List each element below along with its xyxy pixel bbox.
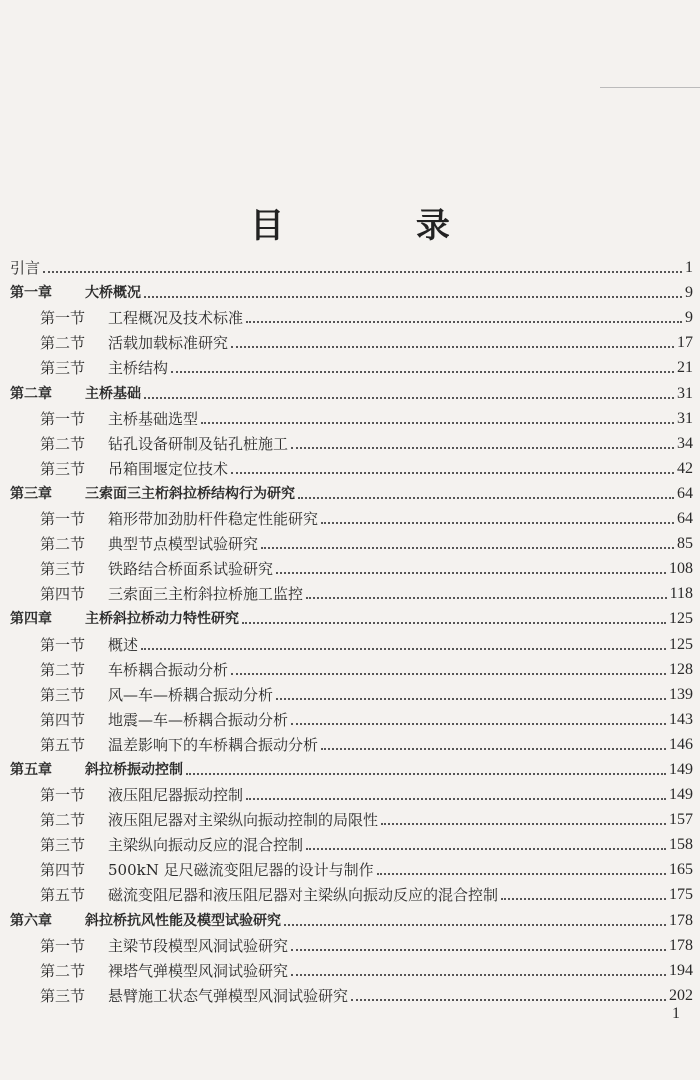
entry-label: 液压阻尼器振动控制: [108, 786, 244, 805]
entry-label: 液压阻尼器对主梁纵向振动控制的局限性: [108, 811, 379, 830]
entry-title: [10, 760, 183, 780]
entry-label: 工程概况及技术标准: [108, 309, 244, 328]
entry-number: 第一节: [40, 510, 86, 529]
entry-page: 21: [677, 359, 693, 377]
dot-leader: [291, 974, 666, 976]
entry-number: 第一节: [40, 786, 86, 805]
dot-leader: [501, 898, 666, 900]
entry-number: 第四节: [40, 710, 86, 729]
entry-page: 1: [685, 259, 693, 277]
dot-leader: [186, 773, 666, 775]
entry-title: [40, 409, 198, 429]
dot-leader: [144, 397, 674, 399]
entry-page: 158: [669, 836, 693, 854]
entry-label: 磁流变阻尼器和液压阻尼器对主梁纵向振动反应的混合控制: [108, 886, 499, 905]
entry-title: [40, 785, 243, 805]
entry-title: [10, 258, 40, 278]
entry-label: 箱形带加劲肋杆件稳定性能研究: [108, 510, 319, 529]
entry-label: 主桥基础: [85, 385, 141, 402]
entry-title: [40, 660, 228, 680]
entry-number: 第二节: [40, 811, 86, 830]
entry-title: [40, 434, 288, 454]
toc-entry-chapter: [10, 378, 693, 403]
toc-entry-chapter: [10, 905, 693, 930]
toc-entry-section: [10, 830, 693, 855]
toc-entry-section: [10, 629, 693, 654]
entry-page: 85: [677, 535, 693, 553]
entry-title: [40, 885, 498, 905]
dot-leader: [381, 823, 666, 825]
entry-label: 活载加载标准研究: [108, 334, 229, 353]
entry-number: 第三节: [40, 459, 86, 478]
dot-leader: [276, 572, 666, 574]
toc-entry-section: [10, 655, 693, 680]
entry-page: 178: [669, 911, 693, 929]
entry-label: 典型节点模型试验研究: [108, 535, 259, 554]
entry-label: 风—车—桥耦合振动分析: [108, 685, 274, 704]
entry-label: 大桥概况: [85, 285, 141, 302]
entry-number: 第一节: [40, 635, 86, 654]
dot-leader: [261, 547, 674, 549]
entry-label: 主桥结构: [108, 359, 169, 378]
entry-page: 125: [669, 610, 693, 628]
entry-page: 9: [685, 284, 693, 302]
entry-title: [40, 534, 258, 554]
entry-number: 第六章: [10, 912, 52, 929]
dot-leader: [242, 622, 666, 624]
dot-leader: [231, 346, 674, 348]
entry-number: 第二节: [40, 660, 86, 679]
page-edge-line: [600, 87, 700, 88]
entry-page: 139: [669, 685, 693, 703]
entry-page: 202: [669, 986, 693, 1004]
dot-leader: [306, 597, 667, 599]
page-number: 1: [672, 1005, 680, 1022]
dot-leader: [298, 497, 674, 499]
dot-leader: [231, 673, 666, 675]
toc-entry-section: [10, 931, 693, 956]
entry-title: [10, 484, 295, 504]
entry-page: 64: [677, 510, 693, 528]
entry-title: [40, 333, 228, 353]
entry-label: 概述: [108, 635, 139, 654]
dot-leader: [171, 371, 674, 373]
dot-leader: [291, 447, 674, 449]
entry-title: [40, 810, 378, 830]
toc-entry-section: [10, 353, 693, 378]
entry-title: [40, 860, 374, 880]
entry-title: [40, 459, 228, 479]
entry-page: 118: [669, 585, 693, 603]
toc-entry-section: [10, 504, 693, 529]
entry-label: 主桥基础选型: [108, 409, 199, 428]
dot-leader: [201, 422, 674, 424]
entry-page: 125: [669, 635, 693, 653]
toc-entry-section: [10, 554, 693, 579]
dot-leader: [144, 296, 682, 298]
entry-title: [10, 609, 239, 629]
entry-number: 第一节: [40, 409, 86, 428]
toc-entry-section: [10, 730, 693, 755]
entry-title: [40, 584, 303, 604]
toc-entry-section: [10, 805, 693, 830]
dot-leader: [284, 924, 666, 926]
entry-label: 500kN 足尺磁流变阻尼器的设计与制作: [108, 861, 374, 880]
entry-page: 9: [685, 309, 693, 327]
entry-page: 194: [669, 961, 693, 979]
entry-page: 149: [669, 760, 693, 778]
entry-label: 斜拉桥抗风性能及模型试验研究: [85, 912, 281, 929]
entry-title: [40, 509, 318, 529]
entry-number: 第一节: [40, 309, 86, 328]
entry-page: 64: [677, 484, 693, 502]
toc-entry-section: [10, 780, 693, 805]
toc-entry-section: [10, 404, 693, 429]
entry-label: 主梁纵向振动反应的混合控制: [108, 836, 304, 855]
dot-leader: [246, 321, 682, 323]
entry-page: 175: [669, 886, 693, 904]
toc-entry-section: [10, 981, 693, 1006]
entry-number: 第三章: [10, 485, 52, 502]
entry-page: 42: [677, 459, 693, 477]
toc-entry-section: [10, 328, 693, 353]
entry-label: 斜拉桥振动控制: [85, 761, 183, 778]
dot-leader: [231, 472, 674, 474]
dot-leader: [246, 798, 666, 800]
entry-title: [10, 283, 141, 303]
entry-number: 第一章: [10, 285, 52, 302]
entry-page: 34: [677, 434, 693, 452]
toc-entry-section: [10, 956, 693, 981]
entry-number: 第三节: [40, 836, 86, 855]
entry-label: 车桥耦合振动分析: [108, 660, 229, 679]
dot-leader: [321, 748, 666, 750]
dot-leader: [43, 271, 682, 273]
entry-number: 第一节: [40, 936, 86, 955]
toc-entry-chapter: [10, 479, 693, 504]
entry-label: 裸塔气弹模型风洞试验研究: [108, 961, 289, 980]
entry-title: [40, 710, 288, 730]
entry-number: 第二节: [40, 961, 86, 980]
entry-title: [10, 384, 141, 404]
entry-title: [40, 986, 348, 1006]
entry-number: 第三节: [40, 359, 86, 378]
entry-number: 第四节: [40, 861, 86, 880]
entry-number: 第五节: [40, 886, 86, 905]
page-title: 目 录: [250, 206, 510, 246]
entry-label: 吊箱围堰定位技术: [108, 459, 229, 478]
entry-number: 第三节: [40, 685, 86, 704]
toc-entry-intro: [10, 253, 693, 278]
entry-number: 第二章: [10, 385, 52, 402]
dot-leader: [321, 522, 674, 524]
entry-title: [40, 961, 288, 981]
toc-entry-section: [10, 429, 693, 454]
toc-entry-chapter: [10, 755, 693, 780]
entry-number: 第五节: [40, 735, 86, 754]
entry-label: 引言: [10, 259, 41, 278]
dot-leader: [141, 648, 666, 650]
toc-entry-section: [10, 454, 693, 479]
entry-number: 第二节: [40, 334, 86, 353]
entry-label: 钻孔设备研制及钻孔桩施工: [108, 434, 289, 453]
dot-leader: [291, 949, 666, 951]
entry-label: 温差影响下的车桥耦合振动分析: [108, 735, 319, 754]
entry-page: 178: [669, 936, 693, 954]
dot-leader: [291, 723, 666, 725]
entry-number: 第四章: [10, 611, 52, 628]
entry-title: [40, 559, 273, 579]
entry-number: 第三节: [40, 560, 86, 579]
entry-title: [40, 936, 288, 956]
entry-label: 铁路结合桥面系试验研究: [108, 560, 274, 579]
dot-leader: [306, 848, 666, 850]
entry-label: 三索面三主桁斜拉桥施工监控: [108, 585, 304, 604]
entry-page: 146: [669, 735, 693, 753]
dot-leader: [351, 999, 666, 1001]
entry-page: 31: [677, 409, 693, 427]
entry-title: [40, 635, 138, 655]
entry-label: 悬臂施工状态气弹模型风洞试验研究: [108, 986, 349, 1005]
entry-title: [40, 735, 318, 755]
entry-label: 三索面三主桁斜拉桥结构行为研究: [85, 485, 295, 502]
dot-leader: [377, 873, 666, 875]
entry-page: 143: [669, 710, 693, 728]
entry-title: [40, 358, 168, 378]
entry-label: 地震—车—桥耦合振动分析: [108, 710, 289, 729]
entry-number: 第三节: [40, 986, 86, 1005]
entry-number: 第四节: [40, 585, 86, 604]
table-of-contents: [10, 253, 693, 1006]
entry-title: [10, 911, 281, 931]
toc-entry-section: [10, 680, 693, 705]
entry-page: 31: [677, 384, 693, 402]
toc-entry-section: [10, 880, 693, 905]
entry-number: 第二节: [40, 535, 86, 554]
toc-entry-section: [10, 529, 693, 554]
entry-title: [40, 685, 273, 705]
entry-page: 149: [669, 786, 693, 804]
entry-page: 17: [677, 334, 693, 352]
toc-entry-chapter: [10, 278, 693, 303]
entry-number: 第五章: [10, 761, 52, 778]
entry-title: [40, 308, 243, 328]
entry-label: 主梁节段模型风洞试验研究: [108, 936, 289, 955]
toc-entry-section: [10, 705, 693, 730]
entry-page: 128: [669, 660, 693, 678]
entry-page: 165: [669, 861, 693, 879]
toc-entry-section: [10, 855, 693, 880]
entry-title: [40, 835, 303, 855]
toc-entry-section: [10, 579, 693, 604]
dot-leader: [276, 698, 666, 700]
entry-page: 108: [669, 560, 693, 578]
toc-entry-chapter: [10, 604, 693, 629]
entry-number: 第二节: [40, 434, 86, 453]
entry-label: 主桥斜拉桥动力特性研究: [85, 611, 239, 628]
toc-entry-section: [10, 303, 693, 328]
entry-page: 157: [669, 811, 693, 829]
